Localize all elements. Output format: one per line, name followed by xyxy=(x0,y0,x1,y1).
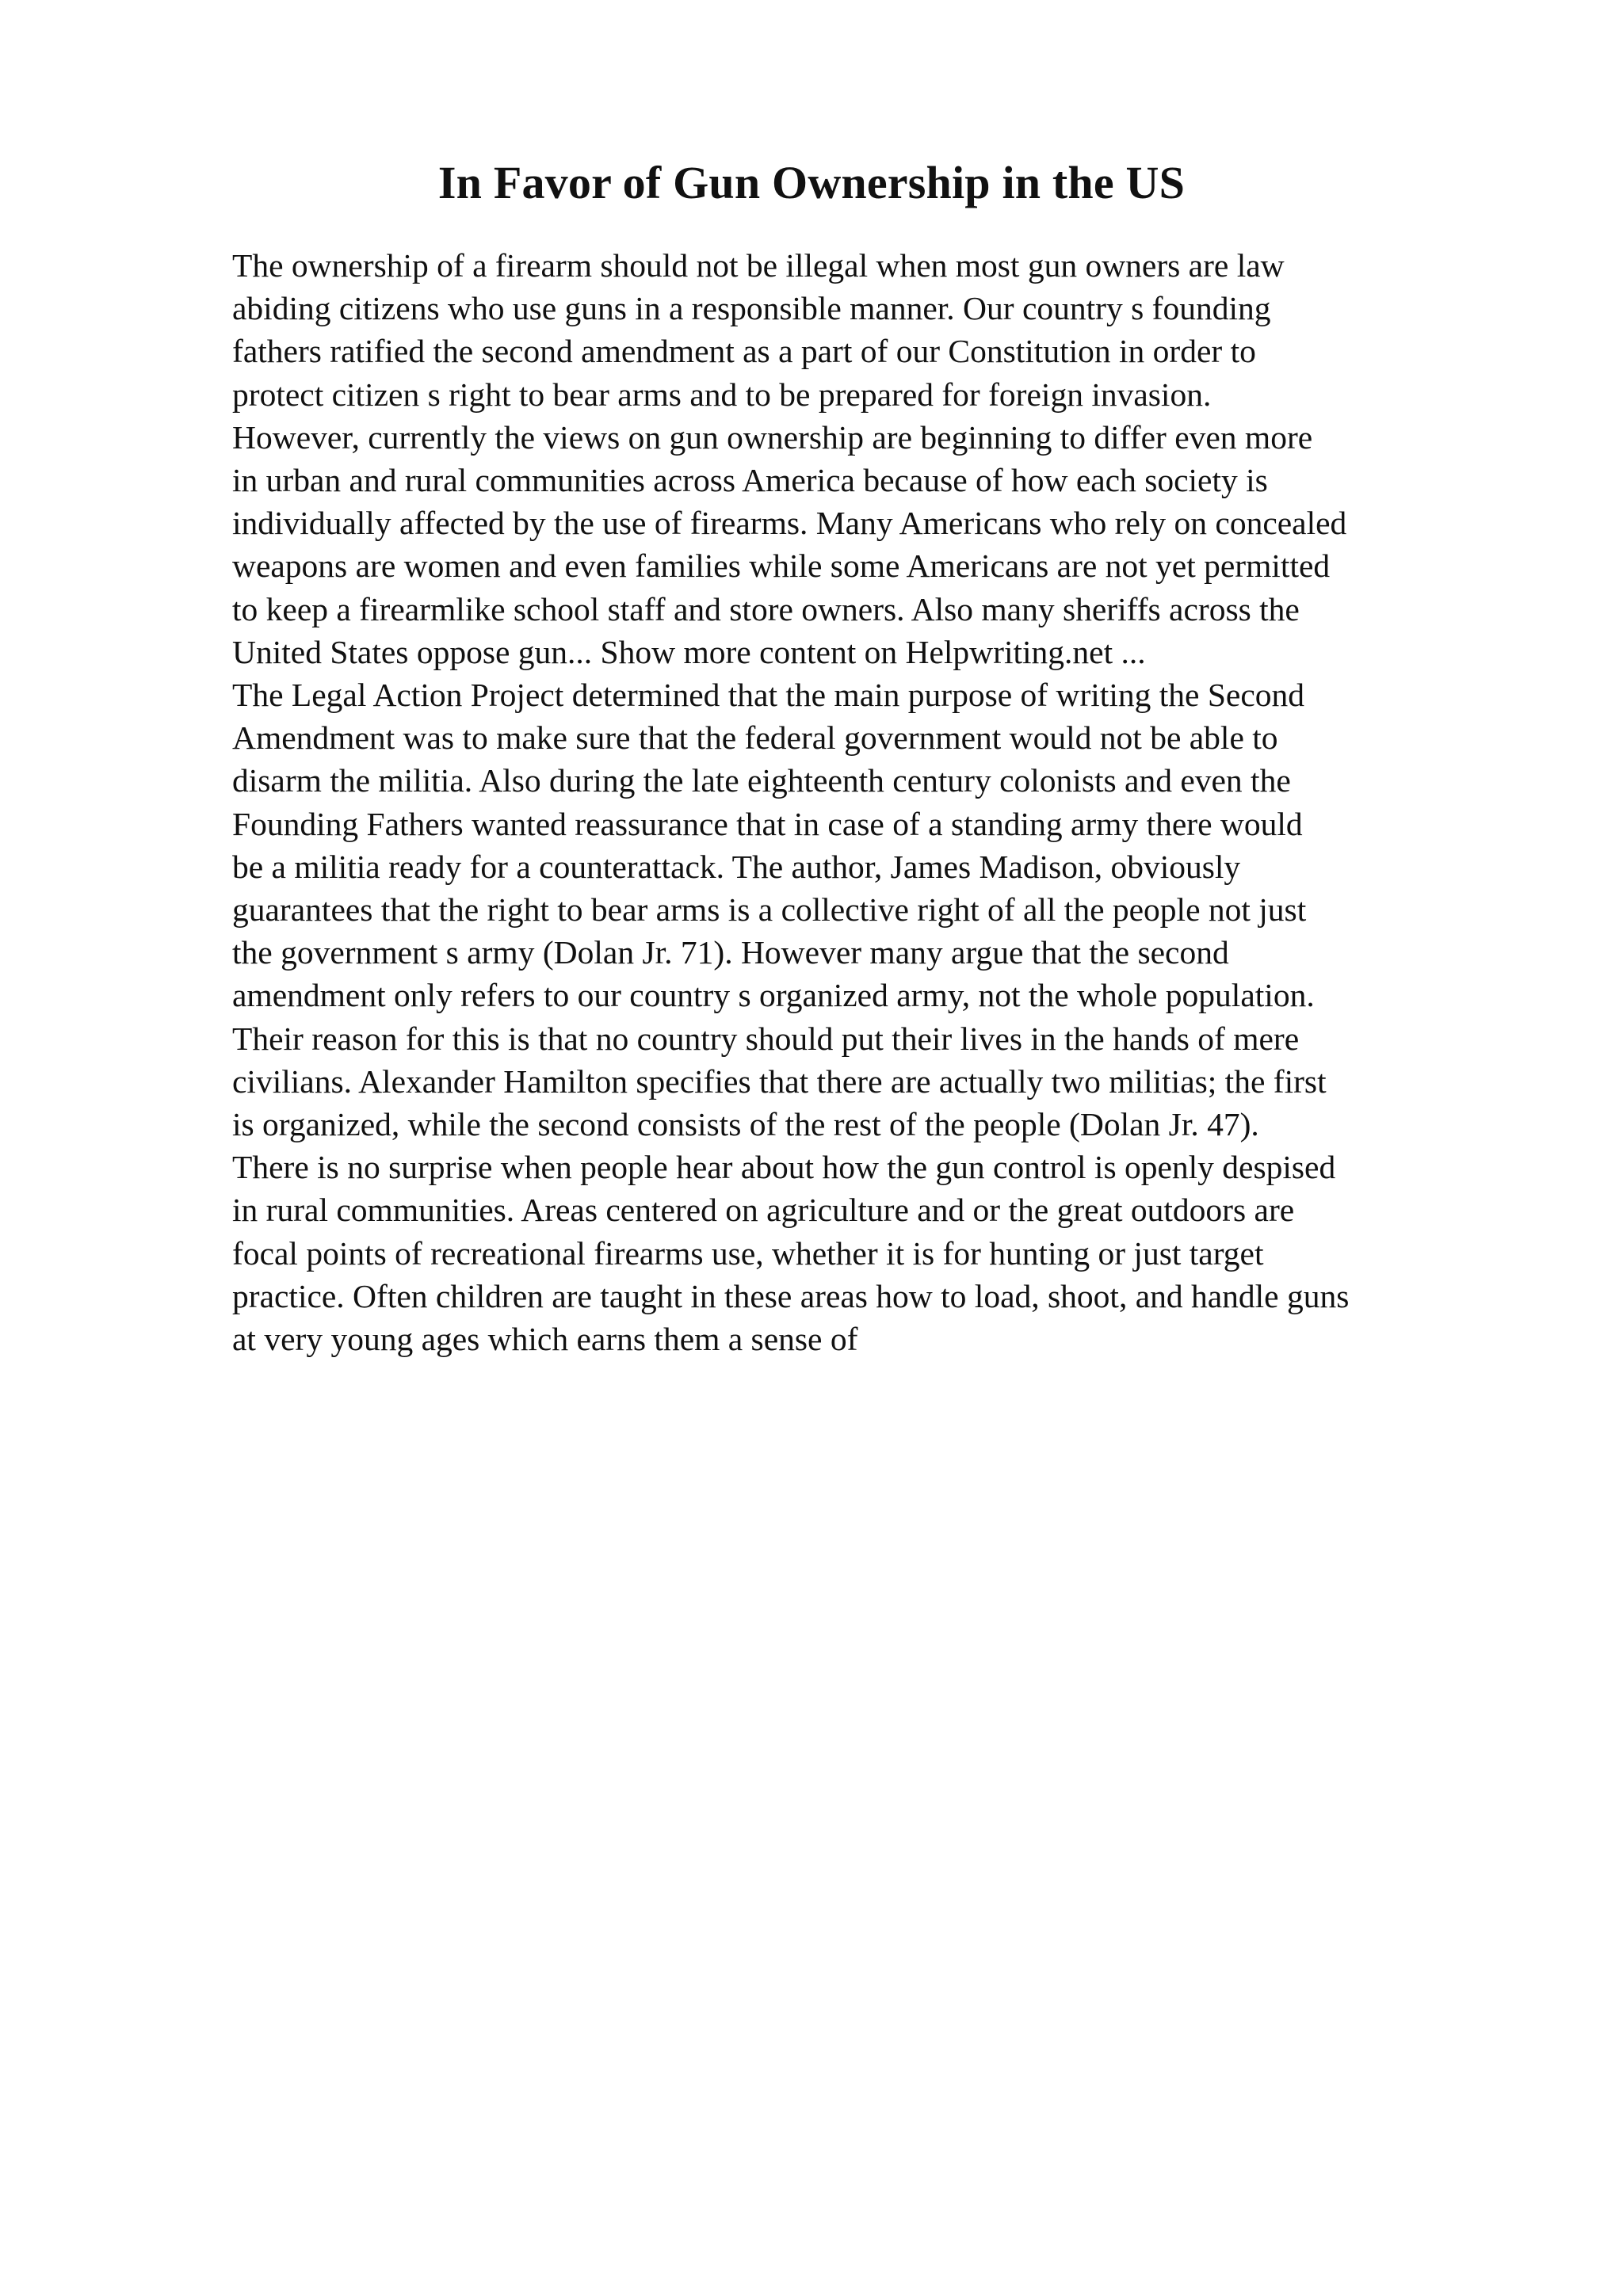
text-line: practice. Often children are taught in these areas how to load, shoot, and handle guns xyxy=(232,1277,1350,1314)
document-body xyxy=(232,244,1500,1360)
text-line: in urban and rural communities across America because of how each society is xyxy=(232,462,1268,499)
text-line: protect citizen s right to bear arms and to be prepared for foreign invasion. xyxy=(232,376,1212,413)
text-line: United States oppose gun... Show more content on Helpwriting.net ... xyxy=(232,633,1146,670)
text-line: Amendment was to make sure that the federal government would not be able to xyxy=(232,719,1278,757)
text-line: fathers ratified the second amendment as a part of our Constitution in order to xyxy=(232,333,1256,370)
text-line: The ownership of a firearm should not be illegal when most gun owners are law xyxy=(232,247,1285,284)
text-line: Founding Fathers wanted reassurance that in case of a standing army there would xyxy=(232,805,1303,842)
text-line: abiding citizens who use guns in a responsible manner. Our country s founding xyxy=(232,290,1271,327)
text-line: be a militia ready for a counterattack. The author, James Madison, obviously xyxy=(232,848,1241,885)
text-line: at very young ages which earns them a sense of xyxy=(232,1321,858,1358)
text-line: However, currently the views on gun ownership are beginning to differ even more xyxy=(232,418,1313,456)
text-line: in rural communities. Areas centered on agriculture and or the great outdoors are xyxy=(232,1192,1295,1229)
text-line: civilians. Alexander Hamilton specifies that there are actually two militias; the first xyxy=(232,1062,1327,1100)
text-line: is organized, while the second consists of the rest of the people (Dolan Jr. 47). xyxy=(232,1106,1259,1143)
text-line: The Legal Action Project determined that the main purpose of writing the Second xyxy=(232,677,1304,714)
text-line: to keep a firearmlike school staff and store owners. Also many sheriffs across the xyxy=(232,590,1300,627)
text-line: focal points of recreational firearms use, whether it is for hunting or just target xyxy=(232,1234,1264,1272)
text-line: disarm the militia. Also during the late eighteenth century colonists and even the xyxy=(232,762,1291,799)
text-line: amendment only refers to our country s organized army, not the whole population. xyxy=(232,977,1315,1014)
text-line: guarantees that the right to bear arms is a collective right of all the people not just xyxy=(232,891,1307,929)
text-line: Their reason for this is that no country should put their lives in the hands of mere xyxy=(232,1020,1300,1057)
document-title: In Favor of Gun Ownership in the US xyxy=(437,157,1186,208)
text-line: weapons are women and even families while some Americans are not yet permitted xyxy=(232,547,1331,585)
text-line: the government s army (Dolan Jr. 71). However many argue that the second xyxy=(232,934,1229,971)
text-line: There is no surprise when people hear about how the gun control is openly despised xyxy=(232,1149,1336,1186)
text-line: individually affected by the use of firearms. Many Americans who rely on concealed xyxy=(232,505,1347,542)
